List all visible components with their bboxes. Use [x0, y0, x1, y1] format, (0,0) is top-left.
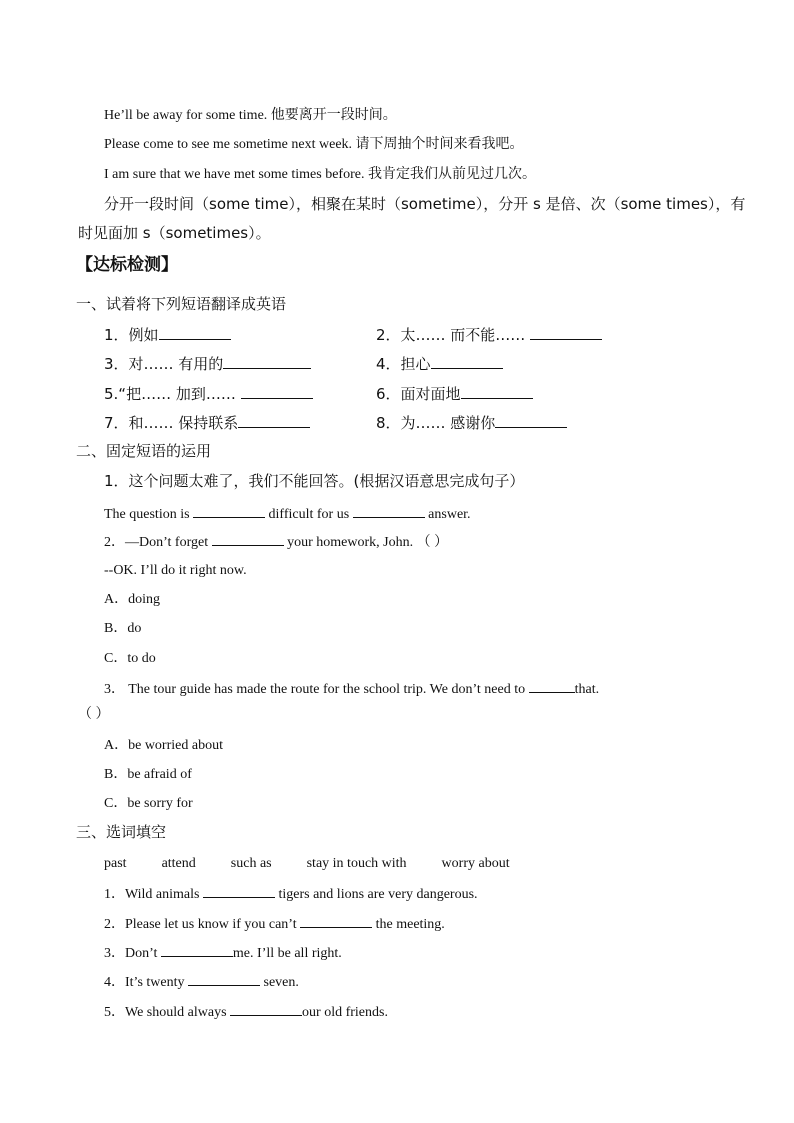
word-bank-item: stay in touch with: [306, 856, 407, 871]
word-bank-item: worry about: [441, 856, 510, 871]
answer-blank[interactable]: [353, 503, 425, 518]
option-c[interactable]: C．be sorry for: [104, 796, 193, 811]
q-text: 2．Please let us know if you can’t: [104, 917, 297, 932]
q-text: 1．Wild animals: [104, 887, 200, 902]
part3-q1: [104, 883, 478, 904]
q2-text: your homework, John. （ ）: [287, 535, 449, 550]
q1-text: difficult for us: [268, 507, 350, 522]
q3-text: 3． The tour guide has made the route for the school trip. We don’t need to: [104, 682, 526, 697]
q-text: me. I’ll be all right.: [232, 946, 342, 961]
option-a[interactable]: A．doing: [104, 592, 160, 607]
q2-text: 2．—Don’t forget: [104, 535, 209, 550]
option-b[interactable]: B．do: [104, 621, 142, 636]
item-label: 8．为…… 感谢你: [376, 414, 496, 432]
answer-blank[interactable]: [230, 1001, 302, 1016]
answer-blank[interactable]: [495, 413, 567, 428]
word-bank: [104, 855, 510, 873]
item-label: 3．对…… 有用的: [104, 355, 224, 373]
q3-text: that.: [574, 682, 600, 697]
answer-blank[interactable]: [241, 384, 313, 399]
q-text: 3．Don’t: [104, 946, 158, 961]
note-line-5: 时见面加 s（sometimes）。: [78, 224, 271, 242]
part3-q4: [104, 971, 299, 992]
q-text: 4．It’s twenty: [104, 975, 185, 990]
item-label: 4．担心: [376, 355, 431, 373]
item-label: 2．太…… 而不能……: [376, 326, 526, 344]
answer-blank[interactable]: [223, 354, 311, 369]
word-bank-item: past: [104, 856, 127, 871]
note-line-2: Please come to see me sometime next week. 请下周抽个时间来看我吧。: [104, 137, 524, 152]
answer-blank[interactable]: [530, 325, 602, 340]
answer-blank[interactable]: [300, 913, 372, 928]
q-text: the meeting.: [375, 917, 445, 932]
part2-q2: [104, 531, 448, 552]
part1-item: [376, 384, 533, 403]
q-text: our old friends.: [302, 1005, 388, 1020]
option-b[interactable]: B．be afraid of: [104, 767, 192, 782]
note-line-4: 分开一段时间（some time），相聚在某时（sometime），分开 s 是倍、次（some times），有: [104, 195, 746, 213]
part2-q3-paren: （ ）: [78, 707, 110, 722]
part1-item: [376, 354, 503, 373]
answer-blank[interactable]: [431, 354, 503, 369]
answer-blank[interactable]: [529, 678, 575, 693]
part1-item: [104, 354, 311, 373]
part2-q1-prompt: 1．这个问题太难了，我们不能回答。(根据汉语意思完成句子）: [104, 472, 525, 490]
word-bank-item: such as: [230, 856, 272, 871]
part3-q3: [104, 942, 342, 963]
answer-blank[interactable]: [203, 883, 275, 898]
item-label: 6．面对面地: [376, 385, 461, 403]
part1-item: [104, 384, 313, 403]
word-bank-item: attend: [161, 856, 196, 871]
answer-blank[interactable]: [238, 413, 310, 428]
item-label: 7．和…… 保持联系: [104, 414, 239, 432]
q1-text: answer.: [428, 507, 471, 522]
part1-item: [376, 325, 602, 344]
part2-q2-reply: --OK. I’ll do it right now.: [104, 563, 247, 578]
answer-blank[interactable]: [461, 384, 533, 399]
part3-title: 三、选词填空: [76, 823, 167, 841]
answer-blank[interactable]: [159, 325, 231, 340]
part2-title: 二、固定短语的运用: [76, 442, 212, 460]
section-title: 【达标检测】: [76, 255, 178, 275]
q-text: seven.: [263, 975, 299, 990]
q-text: tigers and lions are very dangerous.: [278, 887, 478, 902]
part1-item: [104, 325, 231, 344]
q1-text: The question is: [104, 507, 190, 522]
answer-blank[interactable]: [212, 531, 284, 546]
note-line-3: I am sure that we have met some times before. 我肯定我们从前见过几次。: [104, 167, 536, 182]
part3-q5: [104, 1001, 388, 1022]
note-line-1: He’ll be away for some time. 他要离开一段时间。: [104, 108, 397, 123]
item-label: 1．例如: [104, 326, 159, 344]
option-c[interactable]: C．to do: [104, 651, 156, 666]
answer-blank[interactable]: [193, 503, 265, 518]
part3-q2: [104, 913, 445, 934]
part2-q1: [104, 503, 471, 524]
part1-item: [376, 413, 567, 432]
part1-item: [104, 413, 310, 432]
option-a[interactable]: A．be worried about: [104, 738, 223, 753]
answer-blank[interactable]: [188, 971, 260, 986]
item-label: 5.“把…… 加到……: [104, 385, 236, 403]
part2-q3: [104, 678, 599, 699]
answer-blank[interactable]: [161, 942, 233, 957]
q-text: 5．We should always: [104, 1005, 227, 1020]
part1-title: 一、试着将下列短语翻译成英语: [76, 295, 287, 313]
